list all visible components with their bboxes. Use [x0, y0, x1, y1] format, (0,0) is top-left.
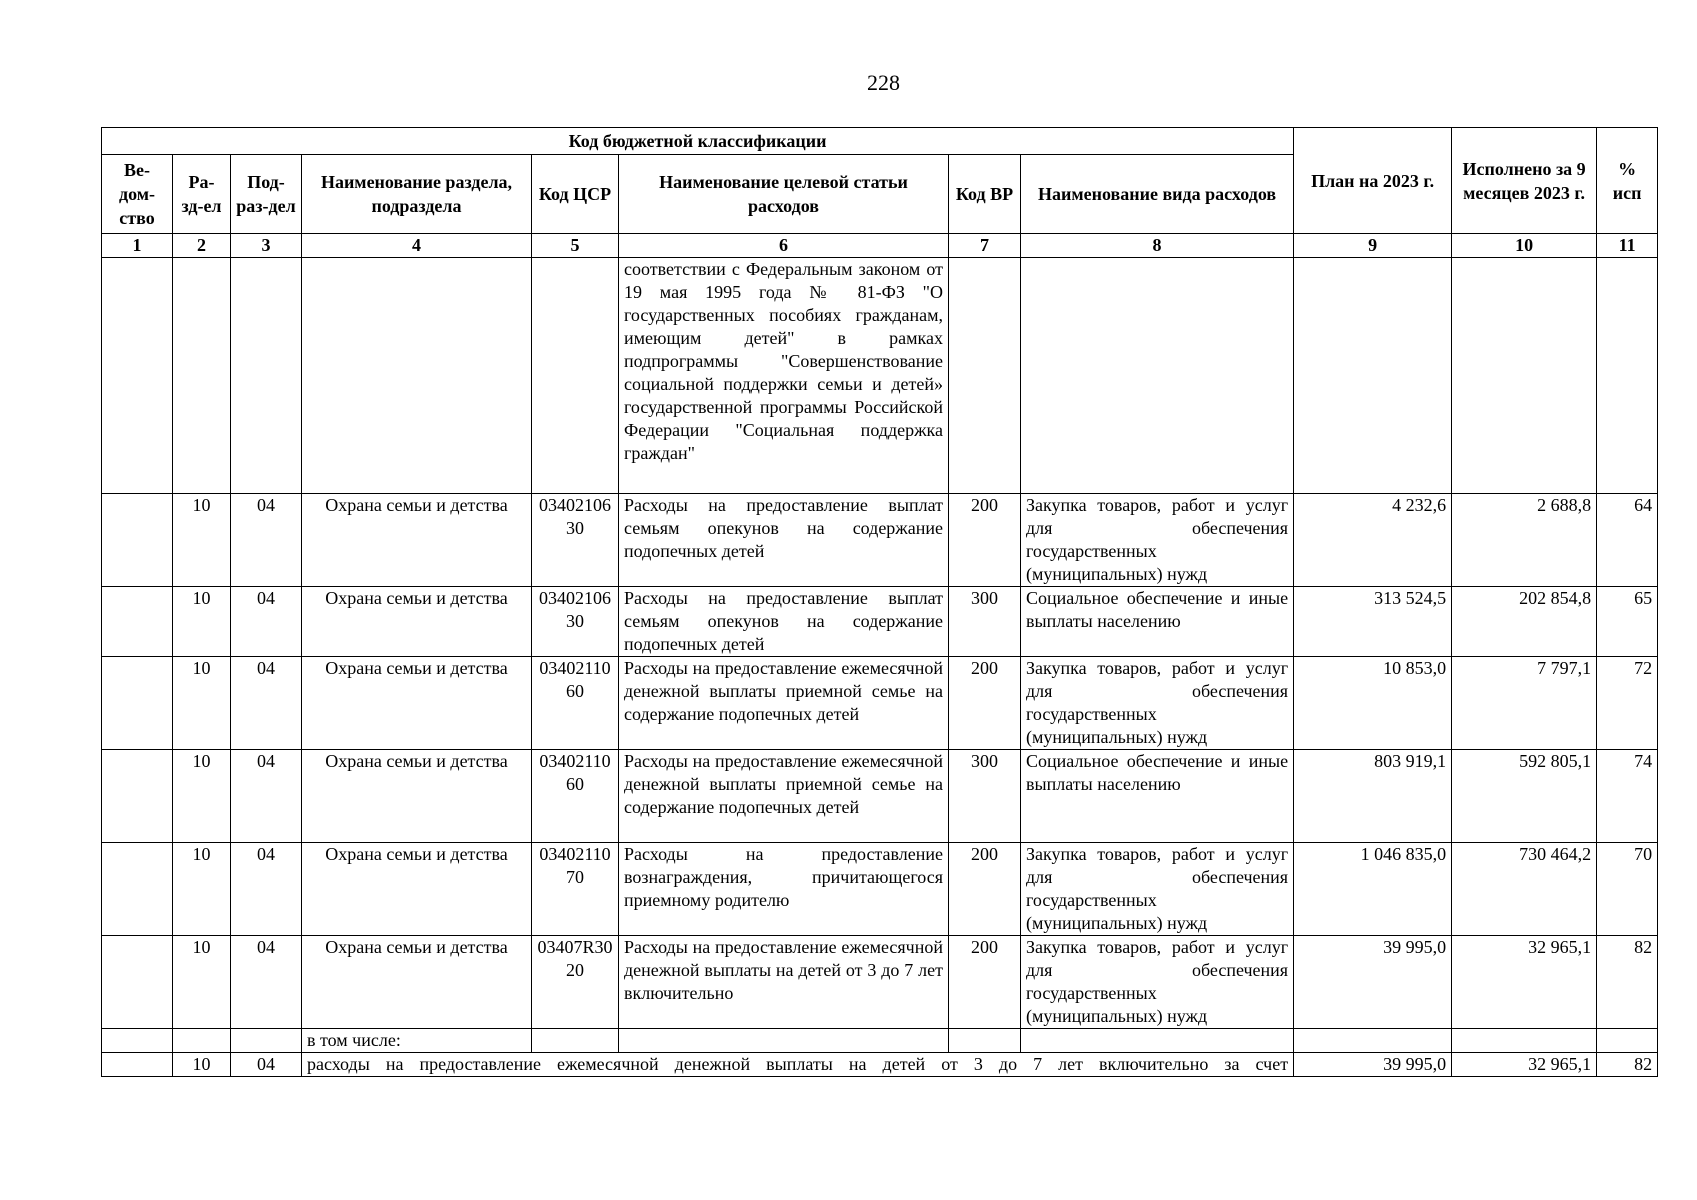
col-number: 3 — [231, 234, 302, 258]
executed-cell: 32 965,1 — [1452, 1053, 1597, 1077]
table-row-continuation — [102, 258, 1658, 494]
executed-cell: 32 965,1 — [1452, 936, 1597, 1029]
col-header-percent: % исп — [1597, 128, 1658, 234]
podrazdel-cell: 04 — [231, 657, 302, 750]
percent-cell: 72 — [1597, 657, 1658, 750]
including-label: в том числе: — [302, 1029, 532, 1053]
section-name-cell: Охрана семьи и детства — [302, 750, 532, 843]
csr-cell: 0340211070 — [532, 843, 619, 936]
plan-cell: 39 995,0 — [1294, 1053, 1452, 1077]
col-header-plan: План на 2023 г. — [1294, 128, 1452, 234]
column-numbers-row — [102, 234, 1658, 258]
col-header-vr: Код ВР — [949, 155, 1021, 234]
plan-cell: 4 232,6 — [1294, 494, 1452, 587]
vr-cell: 200 — [949, 843, 1021, 936]
budget-table — [101, 127, 1658, 1077]
col-number: 9 — [1294, 234, 1452, 258]
podrazdel-cell: 04 — [231, 843, 302, 936]
article-name-cell: Расходы на предоставление выплат семьям опекунов на содержание подопечных детей — [619, 587, 949, 657]
col-number: 1 — [102, 234, 173, 258]
col-header-article-name: Наименование целевой статьи расходов — [619, 155, 949, 234]
table-row — [102, 657, 1658, 750]
plan-cell: 803 919,1 — [1294, 750, 1452, 843]
col-header-vr-name: Наименование вида расходов — [1021, 155, 1294, 234]
razdel-cell: 10 — [173, 587, 231, 657]
percent-cell: 64 — [1597, 494, 1658, 587]
article-name-cell: Расходы на предоставление ежемесячной денежной выплаты приемной семье на содержание подопечных детей — [619, 750, 949, 843]
col-header-podrazdel: Под-раз-дел — [231, 155, 302, 234]
page-number: 228 — [867, 70, 900, 95]
table-row — [102, 587, 1658, 657]
article-name-cell: Расходы на предоставление вознаграждения, причитающегося приемному родителю — [619, 843, 949, 936]
plan-cell: 10 853,0 — [1294, 657, 1452, 750]
razdel-cell: 10 — [173, 843, 231, 936]
col-header-csr: Код ЦСР — [532, 155, 619, 234]
vr-cell: 300 — [949, 587, 1021, 657]
vr-name-cell: Закупка товаров, работ и услуг для обеспечения государственных (муниципальных) нужд — [1021, 657, 1294, 750]
table-row — [102, 936, 1658, 1029]
col-header-executed: Исполнено за 9 месяцев 2023 г. — [1452, 128, 1597, 234]
table-row-including — [102, 1029, 1658, 1053]
razdel-cell: 10 — [173, 657, 231, 750]
article-name-cell: Расходы на предоставление ежемесячной денежной выплаты на детей от 3 до 7 лет включительно — [619, 936, 949, 1029]
vr-name-cell: Социальное обеспечение и иные выплаты населению — [1021, 750, 1294, 843]
col-number: 10 — [1452, 234, 1597, 258]
table-row — [102, 750, 1658, 843]
executed-cell: 7 797,1 — [1452, 657, 1597, 750]
col-number: 6 — [619, 234, 949, 258]
col-number: 7 — [949, 234, 1021, 258]
vr-name-cell: Закупка товаров, работ и услуг для обеспечения государственных (муниципальных) нужд — [1021, 843, 1294, 936]
vr-cell: 200 — [949, 494, 1021, 587]
csr-cell: 0340210630 — [532, 587, 619, 657]
vr-cell: 300 — [949, 750, 1021, 843]
vr-name-cell: Социальное обеспечение и иные выплаты населению — [1021, 587, 1294, 657]
vr-name-cell: Закупка товаров, работ и услуг для обеспечения государственных (муниципальных) нужд — [1021, 936, 1294, 1029]
budget-classification-header: Код бюджетной классификации — [102, 128, 1294, 155]
col-number: 5 — [532, 234, 619, 258]
percent-cell: 65 — [1597, 587, 1658, 657]
vr-cell: 200 — [949, 657, 1021, 750]
podrazdel-cell: 04 — [231, 587, 302, 657]
podrazdel-cell: 04 — [231, 936, 302, 1029]
executed-cell: 2 688,8 — [1452, 494, 1597, 587]
vr-name-cell: Закупка товаров, работ и услуг для обеспечения государственных (муниципальных) нужд — [1021, 494, 1294, 587]
csr-cell: 03407R3020 — [532, 936, 619, 1029]
executed-cell: 592 805,1 — [1452, 750, 1597, 843]
percent-cell: 74 — [1597, 750, 1658, 843]
col-number: 8 — [1021, 234, 1294, 258]
vr-cell: 200 — [949, 936, 1021, 1029]
table-row — [102, 494, 1658, 587]
razdel-cell: 10 — [173, 750, 231, 843]
podrazdel-cell: 04 — [231, 494, 302, 587]
table-row — [102, 1053, 1658, 1077]
col-header-department: Ве-дом-ство — [102, 155, 173, 234]
percent-cell: 82 — [1597, 1053, 1658, 1077]
col-number: 2 — [173, 234, 231, 258]
article-name-cell: Расходы на предоставление ежемесячной денежной выплаты приемной семье на содержание подопечных детей — [619, 657, 949, 750]
percent-cell: 82 — [1597, 936, 1658, 1029]
expense-description-cell: расходы на предоставление ежемесячной денежной выплаты на детей от 3 до 7 лет включительно за счет — [302, 1053, 1294, 1077]
section-name-cell: Охрана семьи и детства — [302, 657, 532, 750]
article-name-cell: Расходы на предоставление выплат семьям опекунов на содержание подопечных детей — [619, 494, 949, 587]
section-name-cell: Охрана семьи и детства — [302, 936, 532, 1029]
plan-cell: 1 046 835,0 — [1294, 843, 1452, 936]
col-header-razdel: Ра-зд-ел — [173, 155, 231, 234]
section-name-cell: Охрана семьи и детства — [302, 843, 532, 936]
razdel-cell: 10 — [173, 494, 231, 587]
plan-cell: 313 524,5 — [1294, 587, 1452, 657]
csr-cell: 0340211060 — [532, 750, 619, 843]
col-header-section-name: Наименование раздела, подраздела — [302, 155, 532, 234]
executed-cell: 202 854,8 — [1452, 587, 1597, 657]
section-name-cell: Охрана семьи и детства — [302, 494, 532, 587]
section-name-cell: Охрана семьи и детства — [302, 587, 532, 657]
razdel-cell: 10 — [173, 936, 231, 1029]
podrazdel-cell: 04 — [231, 1053, 302, 1077]
csr-cell: 0340210630 — [532, 494, 619, 587]
col-number: 11 — [1597, 234, 1658, 258]
percent-cell: 70 — [1597, 843, 1658, 936]
col-number: 4 — [302, 234, 532, 258]
plan-cell: 39 995,0 — [1294, 936, 1452, 1029]
csr-cell: 0340211060 — [532, 657, 619, 750]
podrazdel-cell: 04 — [231, 750, 302, 843]
razdel-cell: 10 — [173, 1053, 231, 1077]
table-row — [102, 843, 1658, 936]
executed-cell: 730 464,2 — [1452, 843, 1597, 936]
article-name-cell: соответствии с Федеральным законом от 19 мая 1995 года № 81-ФЗ "О государственных пособиях гражданам, имеющим детей" в рамках подпрограммы "Совершенствование социальной поддержки семьи и детей» государственной программы Российской Федерации "Социальная поддержка граждан" — [619, 258, 949, 494]
